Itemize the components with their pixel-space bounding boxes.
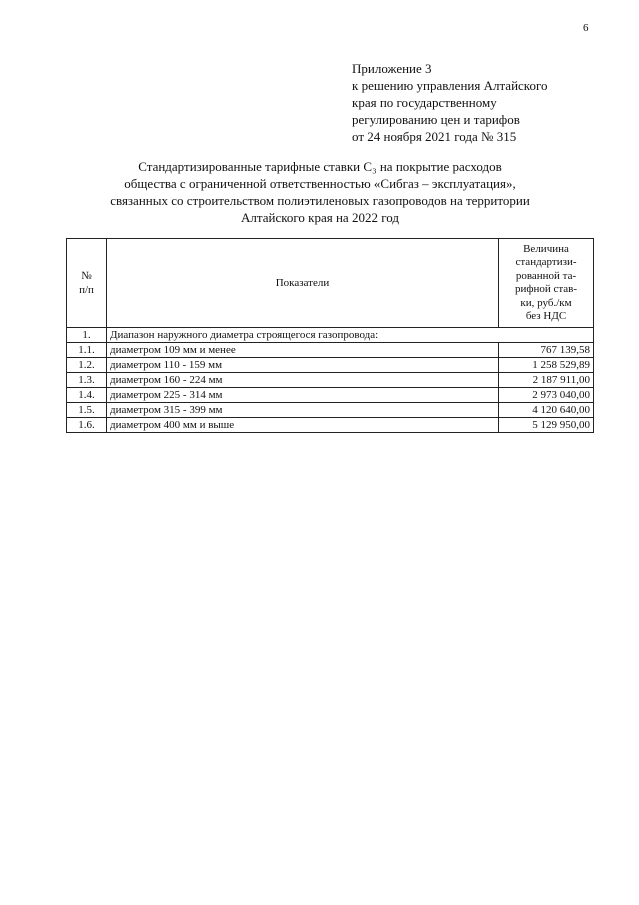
table-header-row — [67, 239, 594, 328]
title-line: Алтайского края на 2022 год — [241, 210, 399, 225]
row-number: 1.1. — [67, 343, 107, 358]
row-label: диаметром 225 - 314 мм — [107, 388, 499, 403]
appendix-line: к решению управления Алтайского — [352, 78, 548, 93]
row-value: 1 258 529,89 — [499, 358, 594, 373]
table-row — [67, 418, 594, 433]
header-value-line: без НДС — [525, 310, 567, 322]
page-number: 6 — [583, 22, 589, 34]
header-number — [67, 239, 107, 328]
row-number: 1.4. — [67, 388, 107, 403]
row-label: диаметром 400 мм и выше — [107, 418, 499, 433]
appendix-line: Приложение 3 — [352, 61, 432, 76]
table-row — [67, 388, 594, 403]
table-row — [67, 373, 594, 388]
table-row — [67, 343, 594, 358]
row-number: 1.6. — [67, 418, 107, 433]
header-value-line: Величина — [523, 242, 569, 255]
appendix-line: регулированию цен и тарифов — [352, 112, 520, 127]
table-section-row — [67, 328, 594, 343]
row-value: 4 120 640,00 — [499, 403, 594, 418]
header-value — [499, 239, 594, 328]
row-label: диаметром 160 - 224 мм — [107, 373, 499, 388]
row-number: 1.2. — [67, 358, 107, 373]
row-label: диаметром 315 - 399 мм — [107, 403, 499, 418]
tariff-table — [66, 238, 594, 433]
header-indicator: Показатели — [107, 239, 499, 328]
document-title — [60, 158, 580, 226]
title-line: связанных со строительством полиэтиленовых газопроводов на территории — [110, 193, 530, 208]
title-line: общества с ограниченной ответственностью «Сибгаз – эксплуатация», — [124, 176, 516, 191]
appendix-line: от 24 ноября 2021 года № 315 — [352, 129, 517, 144]
appendix-line: края по государственному — [352, 95, 497, 110]
title-line: Стандартизированные тарифные ставки С₃ на покрытие расходов — [138, 159, 502, 174]
row-number: 1.5. — [67, 403, 107, 418]
header-value-line: рованной та- — [515, 269, 577, 282]
section-number: 1. — [67, 328, 107, 343]
row-value: 2 187 911,00 — [499, 373, 594, 388]
row-label: диаметром 109 мм и менее — [107, 343, 499, 358]
row-number: 1.3. — [67, 373, 107, 388]
section-label: Диапазон наружного диаметра строящегося газопровода: — [107, 328, 594, 343]
header-value-line: стандартизи- — [515, 256, 577, 268]
table-row — [67, 403, 594, 418]
row-value: 5 129 950,00 — [499, 418, 594, 433]
header-number-line: п/п — [79, 284, 94, 296]
header-number-line: № — [81, 270, 92, 282]
row-value: 767 139,58 — [499, 343, 594, 358]
header-value-line: рифной став- — [514, 283, 578, 295]
header-value-line: ки, руб./км — [520, 296, 572, 309]
row-value: 2 973 040,00 — [499, 388, 594, 403]
appendix-block — [352, 60, 547, 145]
row-label: диаметром 110 - 159 мм — [107, 358, 499, 373]
table-row — [67, 358, 594, 373]
